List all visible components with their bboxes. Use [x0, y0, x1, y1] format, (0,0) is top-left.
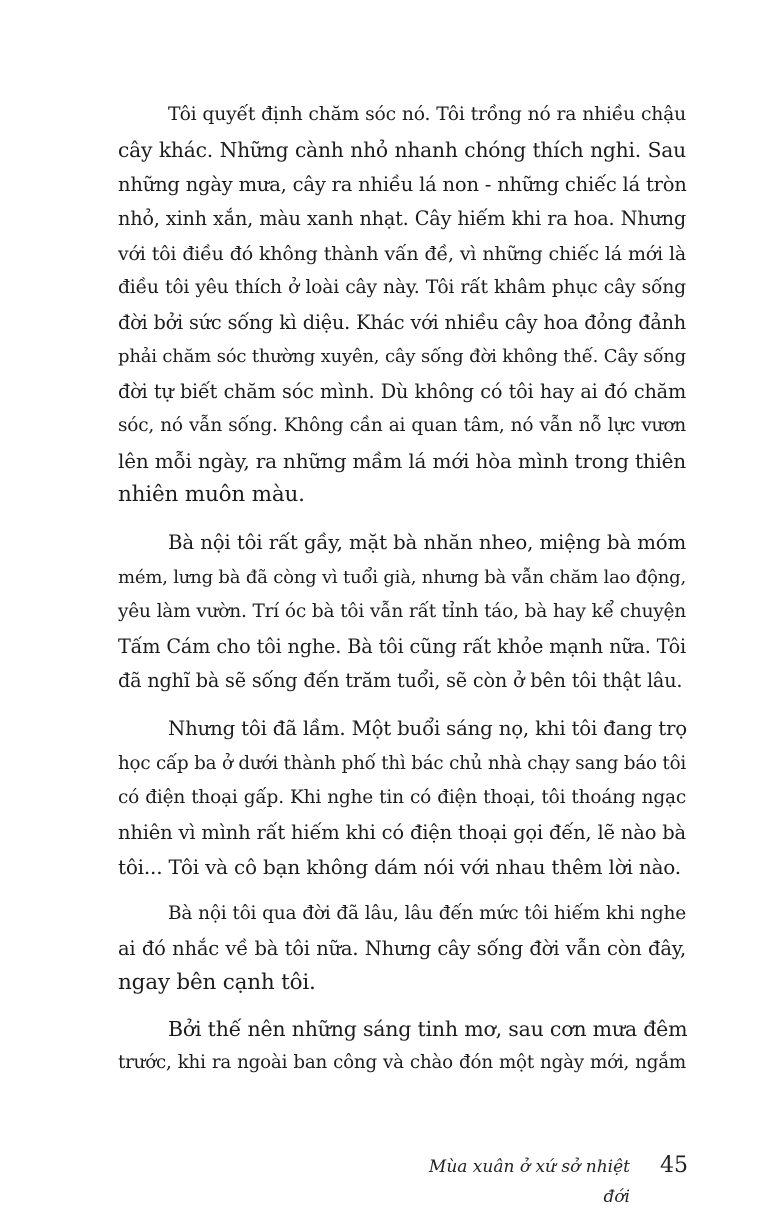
text-line: sóc, nó vẫn sống. Không cần ai quan tâm, nó vẫn nỗ lực vươn: [118, 415, 686, 436]
page-number: 45: [660, 1153, 688, 1178]
text-line: Bởi thế nên những sáng tinh mơ, sau cơn mưa đêm: [168, 1017, 688, 1041]
text-line: học cấp ba ở dưới thành phố thì bác chủ nhà chạy sang báo tôi: [118, 753, 686, 774]
text-line: Bà nội tôi rất gầy, mặt bà nhăn nheo, miệng bà móm: [168, 531, 686, 554]
text-line: tôi... Tôi và cô bạn không dám nói với nhau thêm lời nào.: [118, 855, 681, 879]
text-line: đã nghĩ bà sẽ sống đến trăm tuổi, sẽ còn ở bên tôi thật lâu.: [118, 669, 683, 692]
text-line: ngay bên cạnh tôi.: [118, 970, 316, 995]
text-line: đời bởi sức sống kì diệu. Khác với nhiều cây hoa đỏng đảnh: [118, 311, 686, 334]
text-line: ai đó nhắc về bà tôi nữa. Nhưng cây sống đời vẫn còn đây,: [118, 937, 686, 960]
text-line: cây khác. Những cành nhỏ nhanh chóng thích nghi. Sau: [118, 138, 686, 162]
text-line: mém, lưng bà đã còng vì tuổi già, nhưng bà vẫn chăm lao động,: [118, 567, 686, 588]
text-line: yêu làm vườn. Trí óc bà tôi vẫn rất tỉnh táo, bà hay kể chuyện: [118, 601, 686, 622]
text-line: nhỏ, xinh xắn, màu xanh nhạt. Cây hiếm khi ra hoa. Nhưng: [118, 207, 686, 230]
text-line: có điện thoại gấp. Khi nghe tin có điện thoại, tôi thoáng ngạc: [118, 787, 686, 808]
text-line: đời tự biết chăm sóc mình. Dù không có tôi hay ai đó chăm: [118, 380, 686, 403]
text-line: Tấm Cám cho tôi nghe. Bà tôi cũng rất khỏe mạnh nữa. Tôi: [118, 635, 686, 658]
text-line: nhiên vì mình rất hiếm khi có điện thoại gọi đến, lẽ nào bà: [118, 821, 686, 844]
text-line: với tôi điều đó không thành vấn đề, vì những chiếc lá mới là: [118, 243, 686, 265]
text-line: Tôi quyết định chăm sóc nó. Tôi trồng nó ra nhiều chậu: [168, 104, 686, 125]
text-line: Bà nội tôi qua đời đã lâu, lâu đến mức tôi hiếm khi nghe: [168, 903, 686, 924]
text-line: Nhưng tôi đã lầm. Một buổi sáng nọ, khi tôi đang trọ: [168, 717, 687, 740]
text-line: lên mỗi ngày, ra những mầm lá mới hòa mình trong thiên: [118, 449, 686, 473]
text-line: phải chăm sóc thường xuyên, cây sống đời không thế. Cây sống: [118, 346, 686, 367]
running-footer-title: Mùa xuân ở xứ sở nhiệt đới: [428, 1157, 630, 1207]
text-line: những ngày mưa, cây ra nhiều lá non - những chiếc lá tròn: [118, 173, 687, 196]
text-line: điều tôi yêu thích ở loài cây này. Tôi rất khâm phục cây sống: [118, 277, 686, 298]
text-line: nhiên muôn màu.: [118, 482, 305, 507]
text-line: trước, khi ra ngoài ban công và chào đón một ngày mới, ngắm: [118, 1052, 686, 1073]
